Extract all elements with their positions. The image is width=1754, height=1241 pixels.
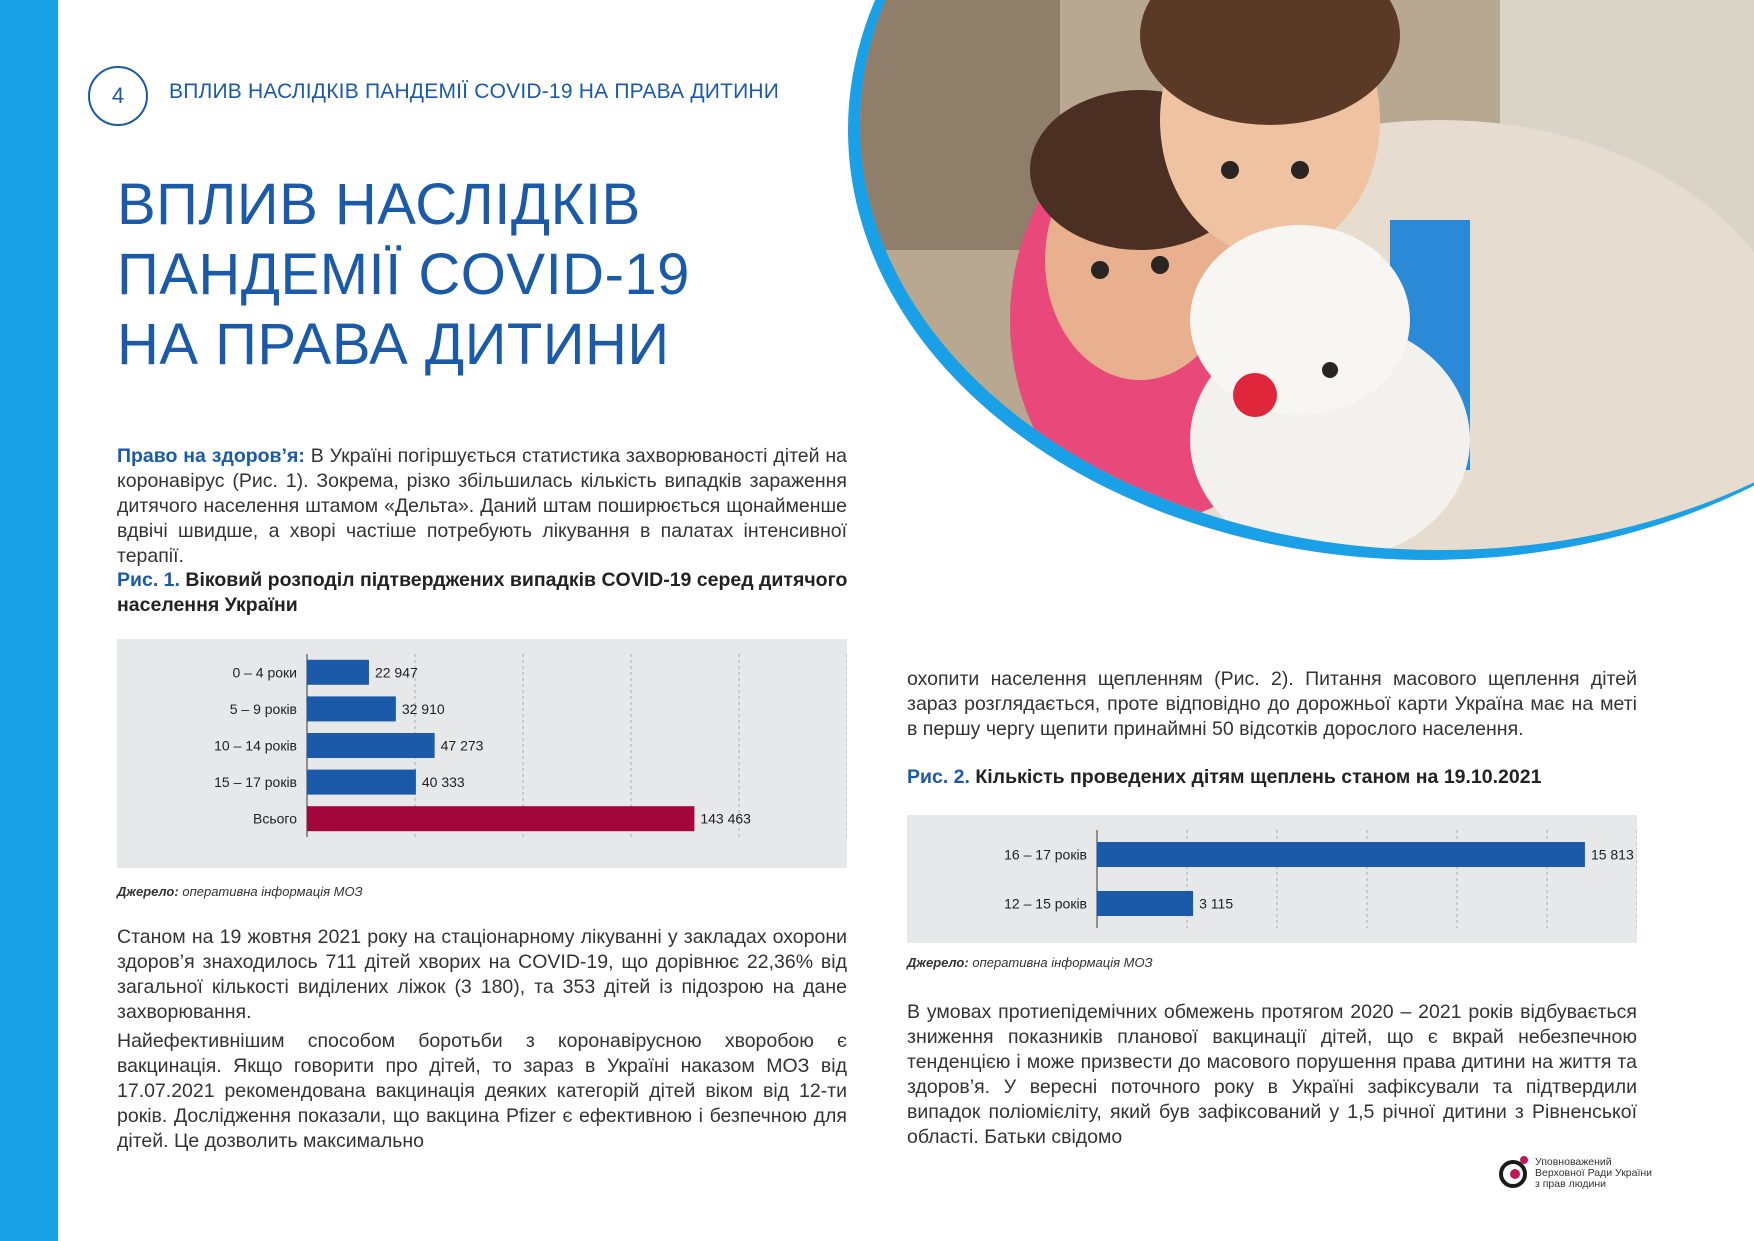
fig2-caption (907, 765, 1647, 790)
fig2-source (907, 955, 1153, 970)
category-label: 12 – 15 років (1004, 895, 1087, 912)
logo-line-3: з прав людини (1535, 1178, 1607, 1190)
paragraph-polio: В умовах протиепідемічних обмежень протягом 2020 – 2021 років відбувається зниження показників планової вакцинації дітей, що є вкрай небезпечною тенденцією і може призвести до масового порушення права дитини на життя та здоров’я. У вересні поточного року в Україні зафіксували та підтвердили випадок поліомієліту, який був зафіксований у 1,5 річної дитини з Рівненської області. Батьки свідомо (907, 1001, 1637, 1148)
fig1-label: Рис. 1. (117, 569, 180, 591)
logo-text (1535, 1157, 1652, 1190)
title-line-3: НА ПРАВА ДИТИНИ (117, 312, 670, 377)
value-label: 15 813 (1590, 846, 1634, 863)
bar (307, 770, 416, 795)
value-label: 3 115 (1199, 895, 1234, 912)
children-photo (860, 0, 1754, 550)
value-label: 32 910 (401, 700, 445, 717)
fig2-title: Кількість проведених дітям щеплень станом на 19.10.2021 (975, 766, 1542, 788)
bar (1097, 842, 1585, 867)
bar (307, 696, 396, 721)
value-label: 47 273 (440, 737, 484, 754)
side-accent-bar (0, 0, 58, 1241)
intro-text: В Україні погіршується статистика захворюваності дітей на коронавірус (Рис. 1). Зокрема, різко збільшилась кількість випадків зараження дитячого населення штамом «Дельта». Даний штам поширюється щонайменше вдвічі швидше, а хворі частіше потребують лікування в палатах інтенсивної терапії. (117, 445, 847, 567)
fig1-chart-svg (117, 639, 847, 868)
value-label: 40 333 (421, 774, 465, 791)
category-label: 0 – 4 роки (232, 664, 297, 681)
category-label: 16 – 17 років (1004, 846, 1087, 863)
fig2-label: Рис. 2. (907, 766, 970, 788)
running-head: ВПЛИВ НАСЛІДКІВ ПАНДЕМІЇ COVID-19 НА ПРАВА ДИТИНИ (169, 80, 780, 103)
bar (307, 660, 369, 685)
logo-line-1: Уповноважений (1535, 1156, 1612, 1168)
paragraph-coverage: охопити населення щепленням (Рис. 2). Питання масового щеплення дітей зараз розглядається, проте відповідно до дорожньої карти Україна має на меті в першу чергу щепити принаймні 50 відсотків дорослого населення. (907, 668, 1637, 740)
bar (307, 806, 694, 831)
fig1-chart (117, 639, 847, 868)
paragraph-vaccination: Найефективнішим способом боротьби з коронавірусною хворобою є вакцинація. Якщо говорити про дітей, то зараз в Україні наказом МОЗ від 17.07.2021 рекомендована вакцинація деяких категорій дітей віком від 12-ти років. Дослідження показали, що вакцина Pfizer є ефективною і безпечною для дітей. Це дозволить максимально (117, 1030, 847, 1152)
title-line-2: ПАНДЕМІЇ COVID-19 (117, 242, 690, 307)
fig2-source-text: оперативна інформація МОЗ (972, 955, 1153, 970)
fig1-source-label: Джерело: (117, 884, 179, 899)
logo-line-2: Верховної Ради України (1535, 1167, 1653, 1179)
fig1-source-text: оперативна інформація МОЗ (182, 884, 363, 899)
bar (307, 733, 435, 758)
value-label: 22 947 (374, 664, 418, 681)
fig1-caption (117, 568, 857, 618)
category-label: Всього (252, 810, 297, 827)
page-title (117, 170, 690, 380)
photo-illustration (860, 0, 1754, 550)
paragraph-hospital: Станом на 19 жовтня 2021 року на стаціонарному лікуванні у закладах охорони здоров’я знаходилось 711 дітей хворих на COVID-19, що дорівнює 22,36% від загальної кількості виділених ліжок (3 180), та 353 дітей із підозрою на дане захворювання. (117, 926, 847, 1023)
fig2-chart-svg (907, 815, 1637, 943)
fig2-chart (907, 815, 1637, 943)
page-number-text: 4 (111, 83, 125, 108)
value-label: 143 463 (700, 810, 751, 827)
page-number (88, 66, 148, 126)
category-label: 15 – 17 років (214, 774, 297, 791)
intro-paragraph (117, 444, 847, 569)
fig1-source (117, 884, 363, 899)
intro-lead: Право на здоров’я: (117, 445, 305, 467)
category-label: 10 – 14 років (214, 737, 297, 754)
photo-frame (848, 0, 1754, 560)
fig1-title: Віковий розподіл підтверджених випадків COVID-19 серед дитячого населення України (117, 569, 848, 616)
fig2-source-label: Джерело: (907, 955, 969, 970)
category-label: 5 – 9 років (229, 700, 297, 717)
title-line-1: ВПЛИВ НАСЛІДКІВ (117, 172, 641, 237)
bar (1097, 891, 1193, 916)
